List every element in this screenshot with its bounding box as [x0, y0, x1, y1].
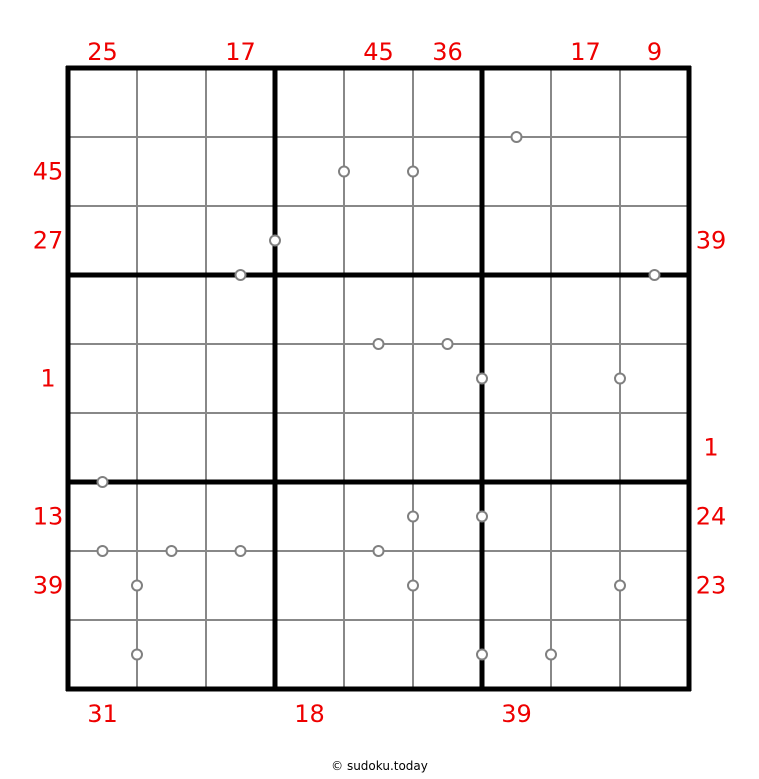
- cell-r2c9[interactable]: [620, 137, 689, 206]
- cell-r3c7[interactable]: [482, 206, 551, 275]
- cell-r9c7[interactable]: [482, 620, 551, 689]
- cell-r4c5[interactable]: [344, 275, 413, 344]
- cell-r7c5[interactable]: [344, 482, 413, 551]
- top-clue-c3: 17: [225, 38, 256, 66]
- white-dot: [477, 374, 487, 384]
- cell-r6c8[interactable]: [551, 413, 620, 482]
- cell-r7c6[interactable]: [413, 482, 482, 551]
- cell-r9c3[interactable]: [206, 620, 275, 689]
- white-dot: [512, 132, 522, 142]
- cell-r7c9[interactable]: [620, 482, 689, 551]
- cell-r1c7[interactable]: [482, 68, 551, 137]
- left-clue-r8: 39: [32, 571, 64, 600]
- white-dot: [615, 374, 625, 384]
- cell-r7c1[interactable]: [68, 482, 137, 551]
- copyright-notice: © sudoku.today: [331, 759, 428, 773]
- cell-r3c8[interactable]: [551, 206, 620, 275]
- top-clue-c1: 25: [87, 38, 118, 66]
- white-dot: [546, 650, 556, 660]
- cell-r2c7[interactable]: [482, 137, 551, 206]
- white-dot: [408, 167, 418, 177]
- top-clue-c5: 45: [363, 38, 394, 66]
- cell-r6c3[interactable]: [206, 413, 275, 482]
- cell-r1c9[interactable]: [620, 68, 689, 137]
- cell-r2c6[interactable]: [413, 137, 482, 206]
- cell-r8c8[interactable]: [551, 551, 620, 620]
- cell-r4c8[interactable]: [551, 275, 620, 344]
- cell-r1c5[interactable]: [344, 68, 413, 137]
- cell-r1c8[interactable]: [551, 68, 620, 137]
- cell-r2c3[interactable]: [206, 137, 275, 206]
- cell-r5c8[interactable]: [551, 344, 620, 413]
- left-clue-r5: 1: [40, 364, 56, 393]
- top-clue-c8: 17: [570, 38, 601, 66]
- cell-r9c8[interactable]: [551, 620, 620, 689]
- cell-r2c1[interactable]: [68, 137, 137, 206]
- white-dot: [270, 236, 280, 246]
- cell-r4c6[interactable]: [413, 275, 482, 344]
- cell-r5c3[interactable]: [206, 344, 275, 413]
- cell-r2c8[interactable]: [551, 137, 620, 206]
- white-dot: [477, 512, 487, 522]
- cell-layer: [68, 68, 689, 689]
- white-dot: [236, 270, 246, 280]
- bottom-clue-c7: 39: [501, 700, 532, 728]
- cell-r4c4[interactable]: [275, 275, 344, 344]
- white-dot: [236, 546, 246, 556]
- cell-r8c5[interactable]: [344, 551, 413, 620]
- cell-r8c7[interactable]: [482, 551, 551, 620]
- cell-r2c2[interactable]: [137, 137, 206, 206]
- cell-r3c3[interactable]: [206, 206, 275, 275]
- cell-r3c9[interactable]: [620, 206, 689, 275]
- cell-r3c1[interactable]: [68, 206, 137, 275]
- cell-r7c7[interactable]: [482, 482, 551, 551]
- bottom-clue-c1: 31: [87, 700, 118, 728]
- cell-r6c9[interactable]: [620, 413, 689, 482]
- cell-r4c3[interactable]: [206, 275, 275, 344]
- cell-r3c2[interactable]: [137, 206, 206, 275]
- cell-r1c6[interactable]: [413, 68, 482, 137]
- cell-r8c4[interactable]: [275, 551, 344, 620]
- cell-r6c4[interactable]: [275, 413, 344, 482]
- right-clue-r8: 23: [695, 571, 727, 600]
- bottom-clue-c4: 18: [294, 700, 325, 728]
- top-clue-c6: 36: [432, 38, 463, 66]
- cell-r1c4[interactable]: [275, 68, 344, 137]
- cell-r5c9[interactable]: [620, 344, 689, 413]
- cell-r8c6[interactable]: [413, 551, 482, 620]
- cell-r8c1[interactable]: [68, 551, 137, 620]
- right-clue-r3: 39: [695, 226, 727, 255]
- right-clue-r7: 24: [695, 502, 727, 531]
- white-dot: [374, 339, 384, 349]
- cell-r9c4[interactable]: [275, 620, 344, 689]
- cell-r3c5[interactable]: [344, 206, 413, 275]
- cell-r9c6[interactable]: [413, 620, 482, 689]
- cell-r4c7[interactable]: [482, 275, 551, 344]
- white-dot: [132, 650, 142, 660]
- cell-r2c4[interactable]: [275, 137, 344, 206]
- cell-r1c3[interactable]: [206, 68, 275, 137]
- left-clue-r2: 45: [32, 157, 64, 186]
- white-dot: [408, 512, 418, 522]
- cell-r7c8[interactable]: [551, 482, 620, 551]
- white-dot: [339, 167, 349, 177]
- cell-r6c7[interactable]: [482, 413, 551, 482]
- cell-r7c2[interactable]: [137, 482, 206, 551]
- cell-r9c1[interactable]: [68, 620, 137, 689]
- white-dot: [374, 546, 384, 556]
- cell-r5c4[interactable]: [275, 344, 344, 413]
- cell-r5c7[interactable]: [482, 344, 551, 413]
- right-clue-r6: 1: [703, 433, 719, 462]
- cell-r8c2[interactable]: [137, 551, 206, 620]
- cell-r6c6[interactable]: [413, 413, 482, 482]
- cell-r4c2[interactable]: [137, 275, 206, 344]
- cell-r6c5[interactable]: [344, 413, 413, 482]
- white-dot: [650, 270, 660, 280]
- cell-r7c3[interactable]: [206, 482, 275, 551]
- white-dot: [477, 650, 487, 660]
- cell-r8c3[interactable]: [206, 551, 275, 620]
- cell-r7c4[interactable]: [275, 482, 344, 551]
- cell-r5c2[interactable]: [137, 344, 206, 413]
- white-dot: [98, 546, 108, 556]
- cell-r9c2[interactable]: [137, 620, 206, 689]
- cell-r6c2[interactable]: [137, 413, 206, 482]
- cell-r9c9[interactable]: [620, 620, 689, 689]
- cell-r8c9[interactable]: [620, 551, 689, 620]
- cell-r2c5[interactable]: [344, 137, 413, 206]
- white-dot: [132, 581, 142, 591]
- cell-r4c9[interactable]: [620, 275, 689, 344]
- cell-r4c1[interactable]: [68, 275, 137, 344]
- white-dot: [408, 581, 418, 591]
- top-clue-c9: 9: [646, 38, 663, 66]
- white-dot: [615, 581, 625, 591]
- left-clue-r3: 27: [32, 226, 64, 255]
- cell-r5c5[interactable]: [344, 344, 413, 413]
- cell-r1c1[interactable]: [68, 68, 137, 137]
- cell-r9c5[interactable]: [344, 620, 413, 689]
- white-dot: [167, 546, 177, 556]
- cell-r3c6[interactable]: [413, 206, 482, 275]
- white-dot: [98, 477, 108, 487]
- cell-r6c1[interactable]: [68, 413, 137, 482]
- white-dot: [443, 339, 453, 349]
- cell-r5c6[interactable]: [413, 344, 482, 413]
- cell-r1c2[interactable]: [137, 68, 206, 137]
- left-clue-r7: 13: [32, 502, 64, 531]
- cell-r5c1[interactable]: [68, 344, 137, 413]
- cell-r3c4[interactable]: [275, 206, 344, 275]
